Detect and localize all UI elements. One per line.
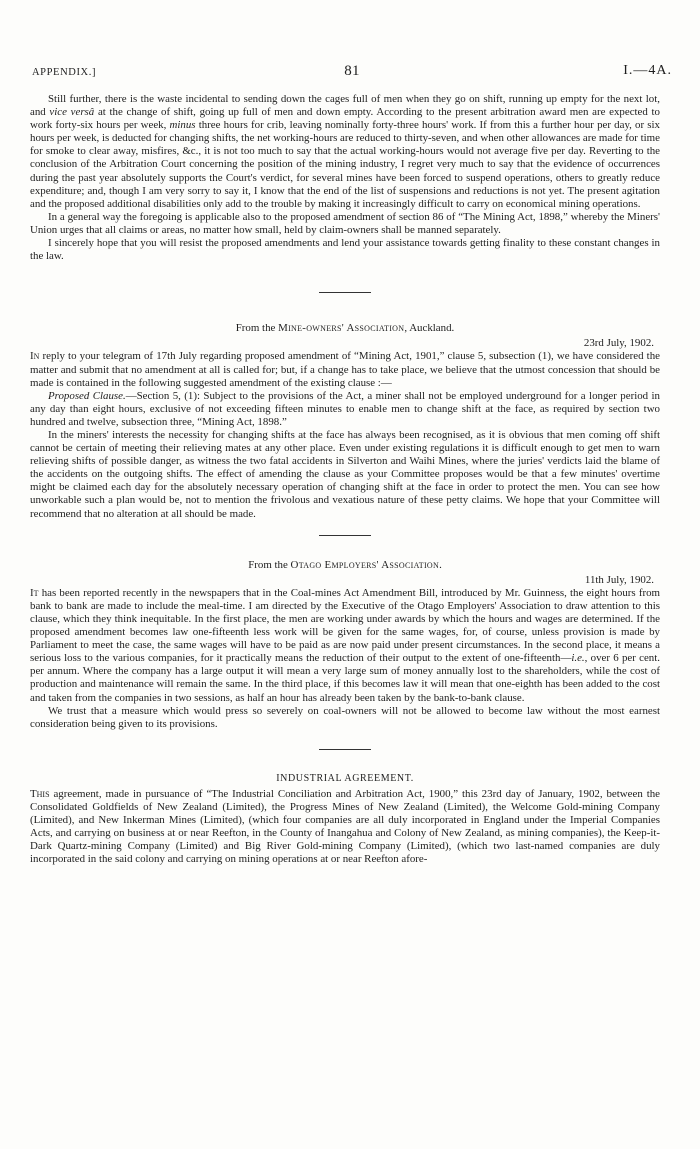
- section-divider: [319, 749, 371, 750]
- paragraph: Still further, there is the waste incidental to sending down the cages full of men when they go on shift, running up empty for the next lot, and vice versâ at the change of shift, going up full of men and down empty. According to the present arbitration award men are expected to work forty-six hours per week, minus three hours for crib, leaving nominally forty-three hours' work. If from this a further hour per day, or six hours per week, is deducted for changing shifts, the net working-hours are reduced to thirty-seven, and when other allowances are made for time for smoke to clear away, misfires, &c., it is not too much to say that the actual working-hours would not average five per day. Reverting to the conclusion of the Arbitration Court concerning the position of the mining industry, I regret very much to say that the evidence of occurrences during the past year absolutely supports the Court's verdict, for several mines have been forced to suspend operations, others to greatly reduce expenditure; and, though I am very sorry to say it, I know that the end of the list of suspensions and reductions is not yet. The present agitation and the proposed additional disabilities only add to the trouble by making it increasingly difficult to carry on economical mining operations.: [30, 93, 661, 210]
- paragraph: This agreement, made in pursuance of “The Industrial Conciliation and Arbitration Act, 1900,” this 23rd day of January, 1902, between the Consolidated Goldfields of New Zealand (Limited), the Progress Mines of New Zealand (Limited), the Welcome Gold-mining Company (Limited), and New Inkerman Mines (Limited), (which four companies are all duly incorporated in England under the Imperial Companies Acts, and carrying on business at or near Reefton, in the County of Inangahua and Colony of New Zealand, as mining companies), the Keep-it-Dark Quartz-mining Company (Limited) and Big River Gold-mining Company (Limited), (which two last-named companies are duly incorporated in the said colony and carrying on mining operations at or near Reefton afore-: [30, 787, 660, 866]
- paragraph: It has been reported recently in the newspapers that in the Coal-mines Act Amendment Bill, introduced by Mr. Guinness, the eight hours from bank to bank are made to include the meal-time. I am directed by the Executive of the Otago Employers' Association to draw attention to this clause, which they think inequitable. In the first place, the men are working under awards by which the hours and wages are determined. If the proposed amendment becomes law one-fifteenth less work will be given for the same wages, for, of course, unless provision is made by Parliament to meet the case, the same wages will have to be paid as are now paid under present circumstances. In the second place, it means a serious loss to the various companies, for it practically means the reduction of their output to the extent of one-fifteenth—i.e., over 6 per cent. per annum. Where the company has a large output it will mean a very large sum of money annually lost to the shareholders, while the cost of production and maintenance will remain the same. In the third place, if this becomes law it will mean that one-eighth has been added to the cost and taken from the companies in two sessions, as half an hour has already been taken by the bank-to-bank clause.: [30, 586, 660, 704]
- section-heading: INDUSTRIAL AGREEMENT.: [276, 772, 414, 784]
- letter-source: From the Mine-owners' Association, Auckland.: [235, 322, 455, 335]
- paragraph: Proposed Clause.—Section 5, (1): Subject to the provisions of the Act, a miner shall not be employed underground for a longer period in any day than eight hours, exclusive of not exceeding fifteen minutes to enable men to change shift at the face, as required by section two hundred and twelve, subsection three, “Mining Act, 1898.”: [30, 389, 660, 428]
- letter-date: 11th July, 1902.: [584, 573, 654, 586]
- paragraph: We trust that a measure which would press so severely on coal-owners will not be allowed to become law without the most earnest consideration being given to its provisions.: [30, 704, 660, 730]
- header-appendix-label: APPENDIX.]: [32, 67, 97, 78]
- body-text: [30, 93, 660, 867]
- running-header: [32, 63, 672, 81]
- paragraph: In reply to your telegram of 17th July regarding proposed amendment of “Mining Act, 1901,” clause 5, subsection (1), we have considered the matter and submit that no amendment at all is called for; but, if a change has to take place, we believe that the utmost concession that should be made is contained in the following suggested amendment of the existing clause :—: [30, 350, 660, 389]
- letter-date: 23rd July, 1902.: [583, 337, 654, 350]
- section-continued-letter: [30, 93, 660, 263]
- section-divider: [319, 292, 371, 293]
- paragraph: I sincerely hope that you will resist the proposed amendments and lend your assistance towards getting finality to these constant changes in the law.: [30, 237, 660, 263]
- section-otago-employers-letter: [30, 559, 660, 731]
- paragraph: In a general way the foregoing is applicable also to the proposed amendment of section 86 of “The Mining Act, 1898,” whereby the Miners' Union urges that all claims or areas, no matter how small, held by claim-owners shall be manned separately.: [30, 210, 660, 236]
- section-mine-owners-letter: [30, 322, 660, 520]
- letter-source: From the Otago Employers' Association.: [248, 558, 442, 571]
- section-industrial-agreement: [30, 772, 660, 867]
- document-code: I.—4A.: [623, 63, 672, 78]
- section-divider: [319, 535, 371, 536]
- paragraph: In the miners' interests the necessity for changing shifts at the face has always been recognised, as it is obvious that men coming off shift cannot be certain of meeting their relieving mates at any other place. Even under existing regulations it is difficult enough to get men to warn relieving shifts of possible danger, as witness the two fatal accidents in Silverton and Waihi Mines, where the juries' verdicts laid the blame of the accidents on the outgoing shifts. The effect of amending the clause as your Committee proposes would be that a few minutes' overtime might be claimed each day for the absolutely necessary operation of changing shift at the face in order to protect the men. You can see how unworkable such a plan would be, not to mention the frivolous and vexatious nature of these petty claims. We hope that your Committee will recommend that no alteration at all should be made.: [30, 428, 660, 520]
- page-number: 81: [344, 63, 360, 79]
